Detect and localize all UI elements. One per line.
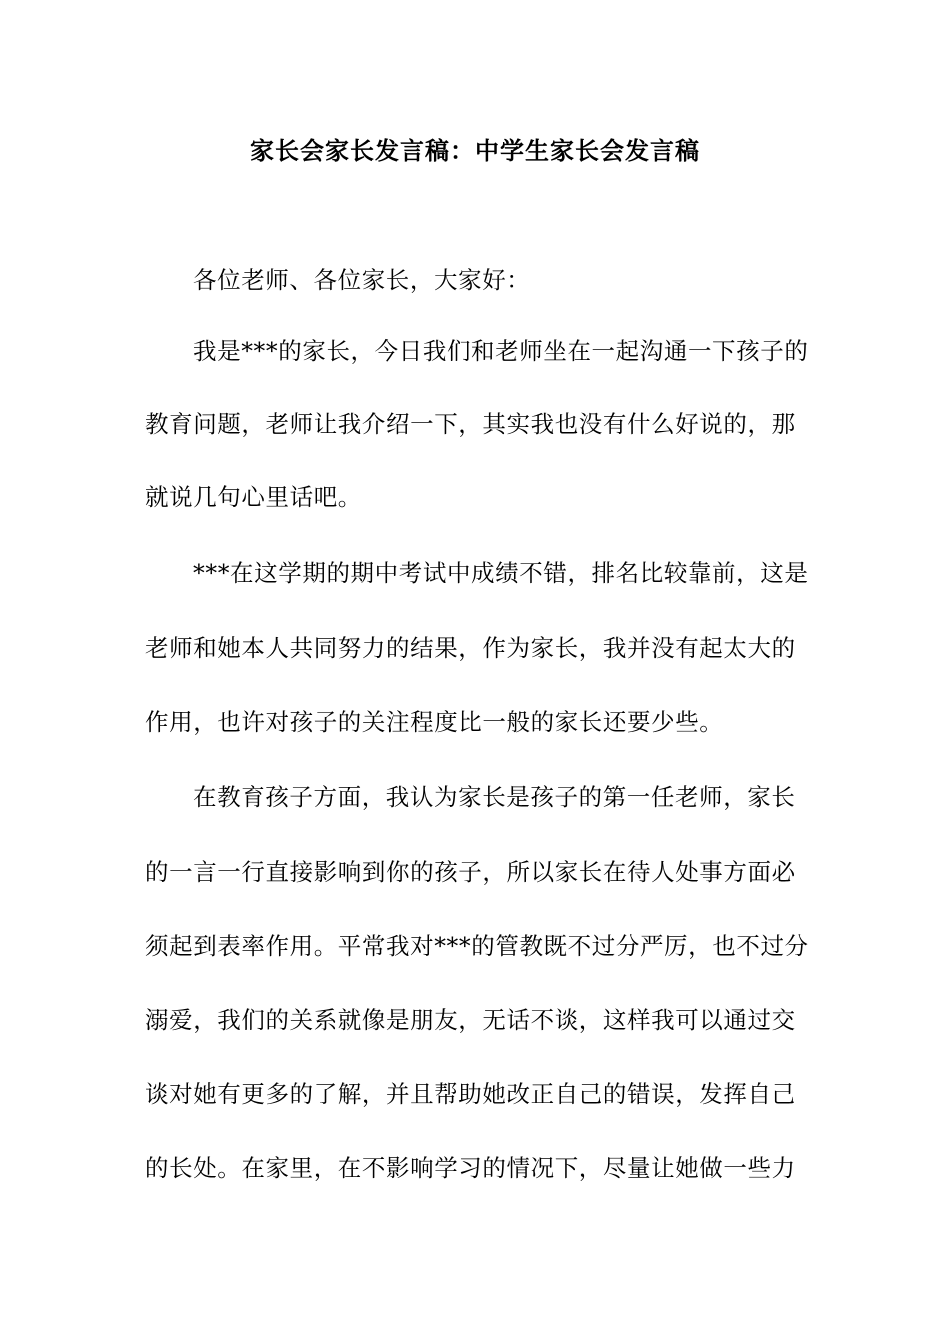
paragraph-line: 的一言一行直接影响到你的孩子，所以家长在待人处事方面必 bbox=[145, 858, 796, 886]
document-title: 家长会家长发言稿：中学生家长会发言稿 bbox=[250, 136, 700, 165]
paragraph-line: 在教育孩子方面，我认为家长是孩子的第一任老师，家长 bbox=[193, 783, 796, 811]
paragraph-line: 老师和她本人共同努力的结果，作为家长，我并没有起太大的 bbox=[145, 634, 796, 662]
paragraph-line: 我是***的家长，今日我们和老师坐在一起沟通一下孩子的 bbox=[193, 337, 809, 365]
paragraph-line: 溺爱，我们的关系就像是朋友，无话不谈，这样我可以通过交 bbox=[145, 1006, 796, 1034]
greeting-line: 各位老师、各位家长，大家好： bbox=[193, 266, 531, 294]
paragraph-line: 作用，也许对孩子的关注程度比一般的家长还要少些。 bbox=[145, 708, 724, 736]
paragraph-line: 的长处。在家里，在不影响学习的情况下，尽量让她做一些力 bbox=[145, 1154, 796, 1182]
paragraph-line: 须起到表率作用。平常我对***的管教既不过分严厉，也不过分 bbox=[145, 932, 809, 960]
paragraph-line: ***在这学期的期中考试中成绩不错，排名比较靠前，这是 bbox=[193, 559, 809, 587]
paragraph-line: 教育问题，老师让我介绍一下，其实我也没有什么好说的，那 bbox=[145, 410, 796, 438]
paragraph-line: 就说几句心里话吧。 bbox=[145, 483, 362, 511]
paragraph-line: 谈对她有更多的了解，并且帮助她改正自己的错误，发挥自己 bbox=[145, 1080, 796, 1108]
